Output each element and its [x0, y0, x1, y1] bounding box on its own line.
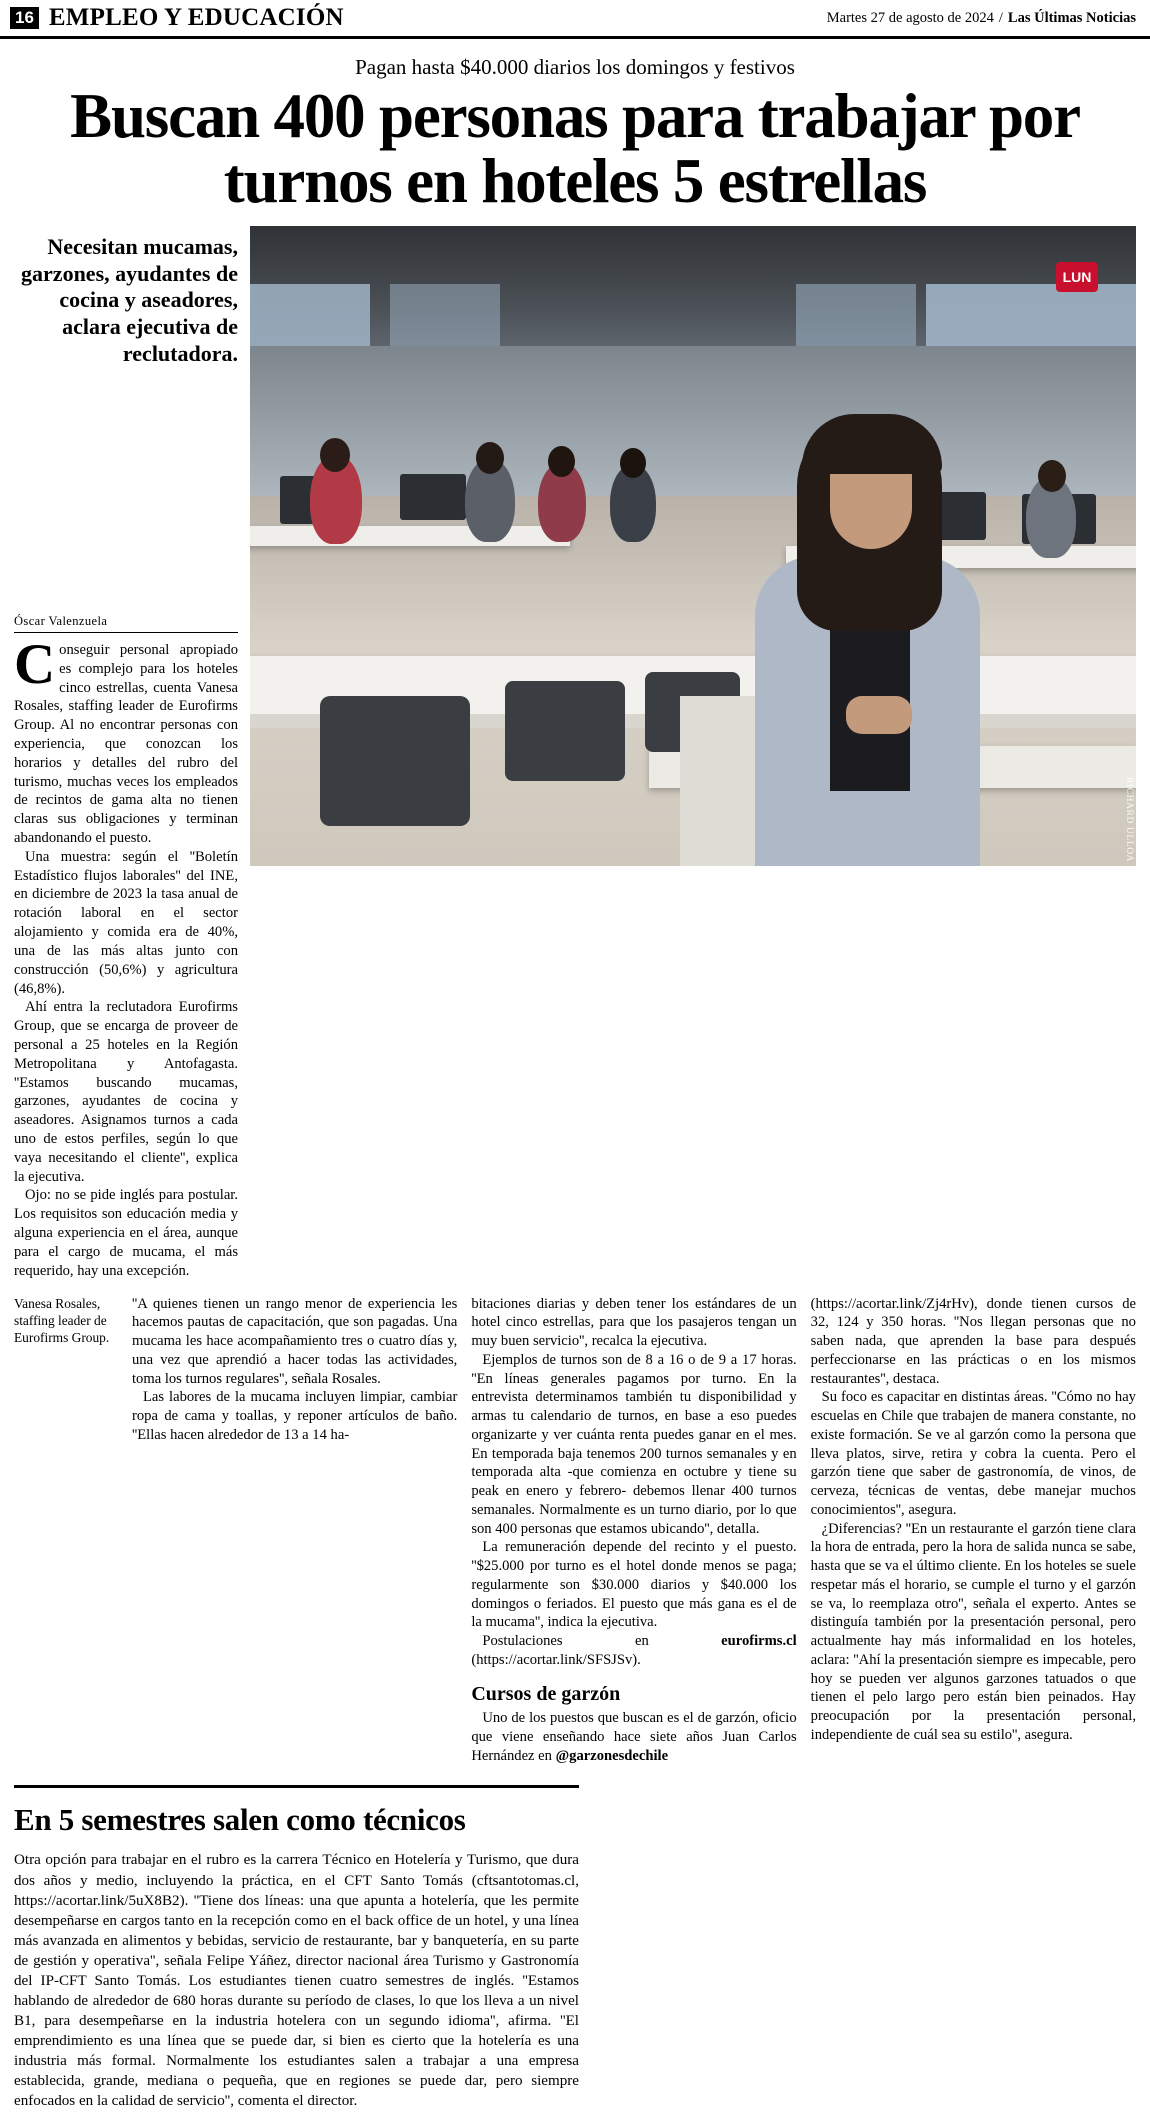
paragraph-with-handle — [471, 1709, 796, 1765]
garzonesdechile-handle[interactable]: @garzonesdechile — [555, 1747, 669, 1764]
paragraph-with-link — [471, 1632, 796, 1670]
page-number: 16 — [10, 7, 39, 29]
article-column-4 — [811, 1295, 1136, 1745]
paragraph: onseguir personal apropiado es complejo para los hoteles cinco estrellas, cuenta Vanesa Rosales, staffing leader de Eurofirms Group. Al no encontrar personas con experiencia, que conozcan los horarios y detalles del rubro del turismo, muchas veces los empleados de recintos de gama alta no tienen claras sus obligaciones y terminan abandonando el puesto. — [14, 641, 238, 847]
paragraph: (https://acortar.link/Zj4rHv), donde tienen cursos de 32, 124 y 350 horas. ''Nos llegan personas que no saben nada, que aprenden la base para después perfeccionarse en las prácticas o en los mismos restaurantes'', destaca. — [810, 1295, 1136, 1387]
paragraph: Ejemplos de turnos son de 8 a 16 o de 9 a 17 horas. ''En líneas generales pagamos por turno. En la entrevista determinamos también tu disponibilidad y armas tu calendario de turnos, en base a eso puedes organizarte y ver cuánta renta puedes ganar en el mes. En temporada baja tenemos 200 turnos semanales y en temporada alta -que comienza en octubre y tiene su peak en enero y febrero- debemos llenar 400 turnos semanales. Normalmente es un turno diario, por lo que son 400 personas que estamos ubicando'', detalla. — [471, 1351, 797, 1537]
photo-scene — [250, 226, 1136, 866]
top-content-row — [0, 226, 1150, 1281]
photo-credit: RICHARD ULLOA — [1124, 776, 1134, 862]
paragraph: ¿Diferencias? ''En un restaurante el garzón tiene clara la hora de entrada, pero la hora de salida nunca se sabe, hasta que se va el último cliente. En los hoteles se suele respetar más el horario, se cumple el turno y el garzón se va, lo reemplaza otro'', señala el experto. Antes se distinguía también por la presentación personal, pero actualmente hay más informalidad en los hoteles, aclara: ''Ahí la presentación siempre es impecable, pero hoy se pueden ver algunos garzones tatuados o que tienen el pelo largo pero están bien peinados. Hay preocupación por la presentación personal, independiente de cuál sea su estilo'', asegura. — [810, 1520, 1136, 1743]
postulation-text: Postulaciones en — [482, 1633, 722, 1650]
drop-cap: C — [14, 632, 56, 696]
paragraph: Las labores de la mucama incluyen limpiar, cambiar ropa de cama y toallas, y reponer artículos de baño. ''Ellas hacen alrededor de 13 a 14 ha- — [132, 1389, 458, 1443]
sidebox-title: En 5 semestres salen como técnicos — [14, 1802, 466, 1838]
garzon-text: Uno de los puestos que buscan es el de garzón, oficio que viene enseñando hace siete años Juan Carlos Hernández en — [471, 1710, 797, 1764]
byline: Óscar Valenzuela — [14, 614, 238, 633]
columns-row — [0, 1281, 1150, 1766]
paragraph: Su foco es capacitar en distintas áreas. ''Cómo no hay escuelas en Chile que trabajen de manera constante, no existe formación. Se ve al garzón como la persona que lleva platos, sirve, retira y cobra la cuenta. Pero el garzón tiene que saber de gastronomía, de vinos, de cerveza, técnicas de ventas, debe manejar muchos conocimientos'', asegura. — [810, 1389, 1136, 1518]
article-column-2 — [132, 1295, 457, 1445]
article-column-1 — [14, 632, 238, 1281]
article-photo — [250, 226, 1136, 866]
paragraph: Una muestra: según el ''Boletín Estadístico flujos laborales'' del INE, en diciembre de 2023 la tasa anual de rotación laboral en el sector alojamiento y comida era de 40%, una de las más altas junto con construcción (50,6%) y agricultura (46,8%). — [14, 848, 238, 997]
standfirst: Necesitan mucamas, garzones, ayudantes de cocina y aseadores, aclara ejecutiva de reclutadora. — [21, 233, 238, 367]
publication-name: Las Últimas Noticias — [1007, 9, 1136, 26]
eurofirms-link[interactable]: eurofirms.cl — [721, 1633, 797, 1650]
paragraph: ''A quienes tienen un rango menor de experiencia les hacemos pautas de capacitación, que son pagadas. Una mucama les hace acompañamiento tres o cuatro días y, una vez que aprendió a hacer todas las actividades, toma los turnos regulares'', señala Rosales. — [132, 1295, 458, 1387]
sidebar-box — [14, 1785, 579, 2111]
masthead-right — [827, 10, 1136, 27]
publication-date: Martes 27 de agosto de 2024 — [826, 9, 994, 26]
masthead — [0, 0, 1150, 39]
photo-caption: Vanesa Rosales, staffing leader de Eurofirms Group. — [14, 1295, 110, 1346]
section-title: EMPLEO Y EDUCACIÓN — [48, 4, 344, 31]
article-column-3 — [471, 1295, 796, 1766]
sidebox-body: Otra opción para trabajar en el rubro es la carrera Técnico en Hotelería y Turismo, que dura dos años y medio, incluyendo la práctica, en el CFT Santo Tomás (cftsantotomas.cl, https://acortar.link/5uX8B2). ''Tiene dos líneas: una que apunta a hotelería, que les permite desempeñarse en cargos tanto en la recepción como en el back office de un hotel, y una línea más avanzada en alimentos y bebidas, servicio de restaurante, bar y banquetería, en su parte de gestión y operativa'', señala Felipe Yáñez, director nacional área Turismo y Gastronomía del IP-CFT Santo Tomás. Los estudiantes tienen cuatro semestres de inglés. ''Estamos hablando de alrededor de 680 horas durante su período de clases, lo que los lleva a un nivel B1, para desempeñarse en la industria hotelera con un segundo idioma'', afirma. ''El emprendimiento es una línea que se puede dar, si bien es cierto que la hotelería es una industria más formal. Normalmente los estudiantes salen a trabajar a una empresa establecida, grande, mediana o pequeña, que en regiones se puede dar, pero siempre enfocados en la calidad de servicio'', comenta el director. — [14, 1852, 579, 2110]
paragraph: Ojo: no se pide inglés para postular. Los requisitos son educación media y alguna experiencia en el área, aunque para el cargo de mucama, el más requerido, hay una excepción. — [14, 1187, 238, 1279]
lun-logo: LUN — [1056, 262, 1098, 292]
photo-column — [250, 226, 1136, 1281]
headline: Buscan 400 personas para trabajar por turnos en hoteles 5 estrellas — [70, 81, 1080, 216]
paragraph: bitaciones diarias y deben tener los estándares de un hotel cinco estrellas, para que los pasajeros tengan un muy buen servicio'', recalca la ejecutiva. — [471, 1295, 797, 1350]
bottom-row — [0, 1765, 1150, 2127]
masthead-separator: / — [998, 9, 1003, 26]
subhead-cursos-garzon: Cursos de garzón — [471, 1682, 621, 1705]
left-column — [14, 226, 238, 1281]
paragraph: La remuneración depende del recinto y el puesto. ''$25.000 por turno es el hotel donde menos se paga; regularmente son $30.000 diarios y $40.000 los domingos o feriados. El puesto que más gana es el de la mucama'', indica la ejecutiva. — [471, 1539, 797, 1631]
kicker: Pagan hasta $40.000 diarios los domingos y festivos — [355, 55, 795, 79]
postulation-url: (https://acortar.link/SFSJSv). — [471, 1651, 641, 1668]
paragraph: Ahí entra la reclutadora Eurofirms Group, que se encarga de proveer de personal a 25 hoteles en la Región Metropolitana y Antofagasta. ''Estamos buscando mucamas, garzones, ayudantes de cocina y aseadores. Asignamos turnos a cada uno de estos perfiles, según lo que vaya necesitando el cliente'', explica la ejecutiva. — [14, 999, 238, 1185]
